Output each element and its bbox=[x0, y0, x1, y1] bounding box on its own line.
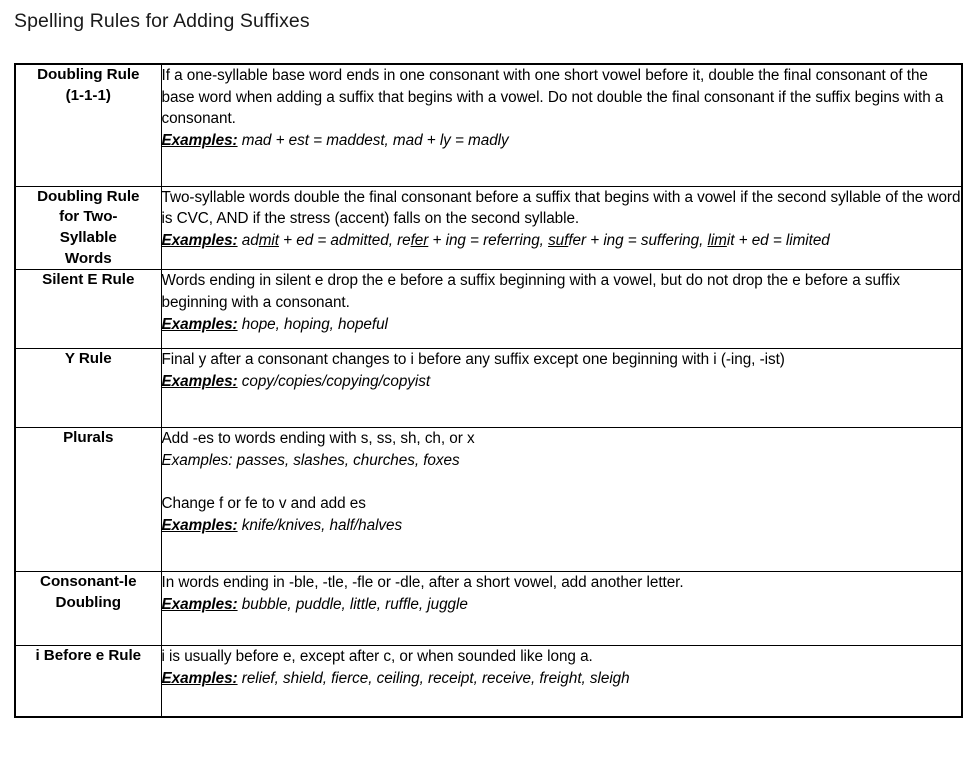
examples-text: passes, slashes, churches, foxes bbox=[236, 451, 460, 469]
examples-text: hope, hoping, hopeful bbox=[241, 315, 388, 333]
examples-label: Examples: bbox=[161, 595, 238, 613]
examples-label: Examples: bbox=[161, 372, 238, 390]
examples-label: Examples: bbox=[161, 132, 238, 150]
rule-name-cell bbox=[15, 186, 161, 270]
rule-examples bbox=[162, 594, 962, 616]
rule-name-line: Consonant-le bbox=[40, 573, 137, 591]
examples-label: Examples: bbox=[161, 231, 238, 249]
rule-name-line: Doubling Rule bbox=[37, 66, 140, 83]
rule-name-cell bbox=[15, 428, 161, 572]
rule-name-cell bbox=[15, 572, 161, 646]
rule-description-secondary: Change f or fe to v and add es bbox=[161, 495, 366, 513]
spelling-rules-table bbox=[14, 63, 963, 718]
rule-name-line: i Before e Rule bbox=[35, 647, 142, 665]
rule-body-cell bbox=[161, 646, 962, 717]
rule-name-line: Doubling Rule bbox=[37, 187, 140, 205]
rule-name-cell bbox=[15, 64, 161, 186]
rule-body-cell bbox=[161, 186, 962, 270]
rule-name-line: Y Rule bbox=[64, 350, 112, 368]
table-row bbox=[15, 428, 962, 572]
rule-body-cell bbox=[161, 572, 962, 646]
table-body bbox=[15, 64, 962, 717]
examples-text: relief, shield, fierce, ceiling, receipt, receive, freight, sleigh bbox=[241, 669, 630, 687]
rule-description: In words ending in -ble, -tle, -fle or -dle, after a short vowel, add another letter. bbox=[161, 574, 684, 592]
rule-name-line: Words bbox=[64, 249, 112, 267]
table-row bbox=[15, 186, 962, 270]
rule-name-cell bbox=[15, 270, 161, 349]
rule-description: Add -es to words ending with s, ss, sh, ch, or x bbox=[161, 430, 475, 448]
rule-name-line: Doubling bbox=[55, 593, 121, 611]
table-row bbox=[15, 270, 962, 349]
table-row bbox=[15, 64, 962, 186]
rule-description: Final y after a consonant changes to i before any suffix except one beginning with i (-ing, -ist) bbox=[161, 351, 785, 369]
rule-description: If a one-syllable base word ends in one consonant with one short vowel before it, double the final consonant of the base word when adding a suffix that begins with a vowel. Do not double the final consonant if the suffix begins with a consonant. bbox=[161, 67, 944, 128]
rule-examples bbox=[162, 668, 962, 690]
examples-label: Examples: bbox=[161, 315, 238, 333]
rule-examples bbox=[162, 230, 962, 252]
rule-examples bbox=[162, 314, 962, 336]
rule-name-line: (1-1-1) bbox=[65, 86, 111, 104]
rule-examples-secondary bbox=[162, 515, 962, 537]
rule-body-cell bbox=[161, 270, 962, 349]
page-title: Spelling Rules for Adding Suffixes bbox=[14, 10, 310, 32]
rule-name-cell bbox=[15, 646, 161, 717]
examples-text: mad + est = maddest, mad + ly = madly bbox=[241, 132, 509, 150]
rule-body-cell bbox=[161, 64, 962, 186]
rule-description: Two-syllable words double the final consonant before a suffix that begins with a vowel if the second syllable of the word is CVC, AND if the stress (accent) falls on the second syllable. bbox=[161, 188, 961, 228]
rule-description: Words ending in silent e drop the e before a suffix beginning with a vowel, but do not drop the e before a suffix beginning with a consonant. bbox=[161, 272, 900, 311]
rule-name-line: for Two- bbox=[59, 208, 118, 226]
table-row bbox=[15, 646, 962, 717]
rule-name-cell bbox=[15, 349, 161, 428]
rule-examples bbox=[162, 371, 962, 393]
rule-examples bbox=[162, 130, 962, 152]
examples-label: Examples: bbox=[161, 669, 238, 687]
table-row bbox=[15, 349, 962, 428]
rule-body-cell bbox=[161, 428, 962, 572]
examples-text: admit + ed = admitted, refer + ing = referring, suffer + ing = suffering, limit + ed = limited bbox=[241, 231, 830, 249]
examples-label: Examples: bbox=[161, 451, 233, 469]
rule-body-cell bbox=[161, 349, 962, 428]
examples-text: copy/copies/copying/copyist bbox=[241, 372, 431, 390]
rule-name-line: Syllable bbox=[59, 228, 117, 246]
examples-text: knife/knives, half/halves bbox=[241, 517, 403, 535]
rule-name-line: Silent E Rule bbox=[42, 271, 135, 289]
rule-name-line: Plurals bbox=[63, 429, 114, 447]
examples-label: Examples: bbox=[161, 517, 238, 535]
rule-examples bbox=[162, 450, 962, 472]
examples-text: bubble, puddle, little, ruffle, juggle bbox=[241, 595, 468, 613]
table-row bbox=[15, 572, 962, 646]
blank-line bbox=[162, 472, 962, 494]
rule-description: i is usually before e, except after c, or when sounded like long a. bbox=[161, 648, 593, 666]
